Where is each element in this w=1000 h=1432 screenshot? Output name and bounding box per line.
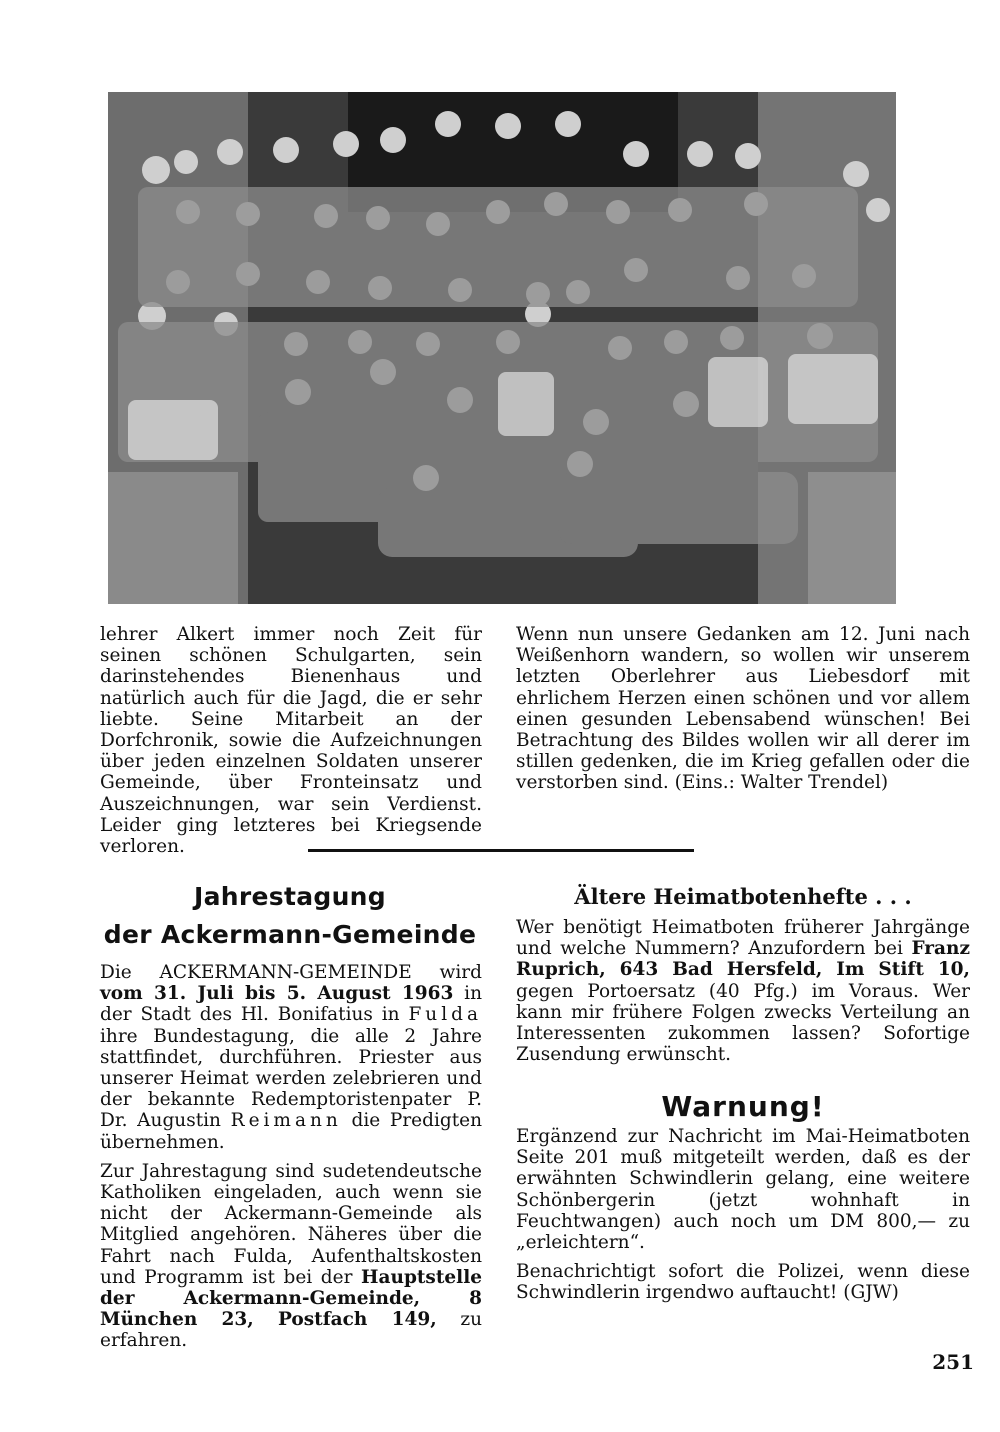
- article-body-heimatboten: [516, 917, 970, 1073]
- paragraph: [100, 962, 482, 1153]
- text: die Predigten übernehmen.: [100, 1110, 483, 1153]
- headline-line: der Ackermann-Gemeinde: [103, 920, 477, 949]
- paragraph: Ergänzend zur Nachricht im Mai-Heimatboten Seite 201 muß mitgeteilt werden, daß es der erwähnten Schwindlerin gelang, eine weitere Schönbergerin (jetzt wohnhaft in Feuchtwangen) auch noch um DM 800,— zu „erleichtern“.: [516, 1126, 970, 1254]
- article-headline-jahrestagung: [40, 878, 540, 954]
- text: zu erfahren.: [100, 1309, 482, 1352]
- date-range: vom 31. Juli bis 5. August 1963: [100, 983, 454, 1005]
- address: Hauptstelle der Ackermann-Gemeinde, 8 München 23, Postfach 149,: [100, 1266, 482, 1331]
- text: Wer benötigt Heimatboten früherer Jahrgänge und welche Nummern? Anzufordern bei: [516, 917, 970, 960]
- person-name: Reimann: [230, 1110, 342, 1132]
- class-photo: [108, 92, 896, 604]
- text: in der Stadt des Hl. Bonifatius in: [100, 983, 482, 1026]
- paragraph: Benachrichtigt sofort die Polizei, wenn diese Schwindlerin irgendwo auftaucht! (GJW): [516, 1261, 970, 1304]
- text: gegen Portoersatz (40 Pfg.) im Voraus. Wer kann mir frühere Folgen zwecks Verteilung an Interessenten zukommen lassen? Sofortige Zusendung erwünscht.: [516, 980, 970, 1066]
- headline-line: Jahrestagung: [194, 882, 386, 911]
- article-headline-warnung: Warnung!: [661, 1090, 825, 1123]
- text: Die ACKERMANN-GEMEINDE wird: [100, 962, 482, 983]
- paragraph: Wenn nun unsere Gedanken am 12. Juni nach Weißenhorn wandern, so wollen wir unserem letzten Oberlehrer aus Liebesdorf mit ehrlichem Herzen einen schönen und vor allem einen gesunden Lebensabend wünschen! Bei Betrachtung des Bildes wollen wir all derer im stillen gedenken, die im Krieg gefallen oder die verstorben sind. (Eins.: Walter Trendel): [516, 624, 970, 794]
- continuation-right: [516, 624, 970, 802]
- article-headline-heimatboten: Ältere Heimatbotenhefte . . .: [574, 884, 912, 909]
- section-divider: [308, 849, 694, 852]
- text: ihre Bundestagung, die alle 2 Jahre stattfindet, durchführen. Priester aus unserer Heimat werden zelebrieren und der bekannte Redemptoristenpater P. Dr. Augustin: [100, 1025, 482, 1132]
- text: Zur Jahrestagung sind sudetendeutsche Katholiken eingeladen, auch wenn sie nicht der Ackermann-Gemeinde als Mitglied angehören. Näheres über die Fahrt nach Fulda, Aufenthaltskosten und Programm ist bei der: [100, 1160, 482, 1288]
- article-body-jahrestagung: [100, 962, 482, 1360]
- continuation-left: [100, 624, 482, 865]
- paragraph: lehrer Alkert immer noch Zeit für seinen schönen Schulgarten, sein darinstehendes Bienenhaus und natürlich auch für die Jagd, die er sehr liebte. Seine Mitarbeit an der Dorfchronik, sowie die Aufzeichnungen über jeden einzelnen Soldaten unserer Gemeinde, über Fronteinsatz und Auszeichnungen, war sein Verdienst. Leider ging letzteres bei Kriegsende verloren.: [100, 624, 482, 858]
- article-body-warnung: [516, 1126, 970, 1312]
- address: Franz Ruprich, 643 Bad Hersfeld, Im Stift 10,: [516, 938, 970, 981]
- city-name: Fulda: [408, 1004, 482, 1026]
- paragraph: [100, 1161, 482, 1352]
- page-number: 251: [932, 1350, 974, 1374]
- paragraph: [516, 917, 970, 1065]
